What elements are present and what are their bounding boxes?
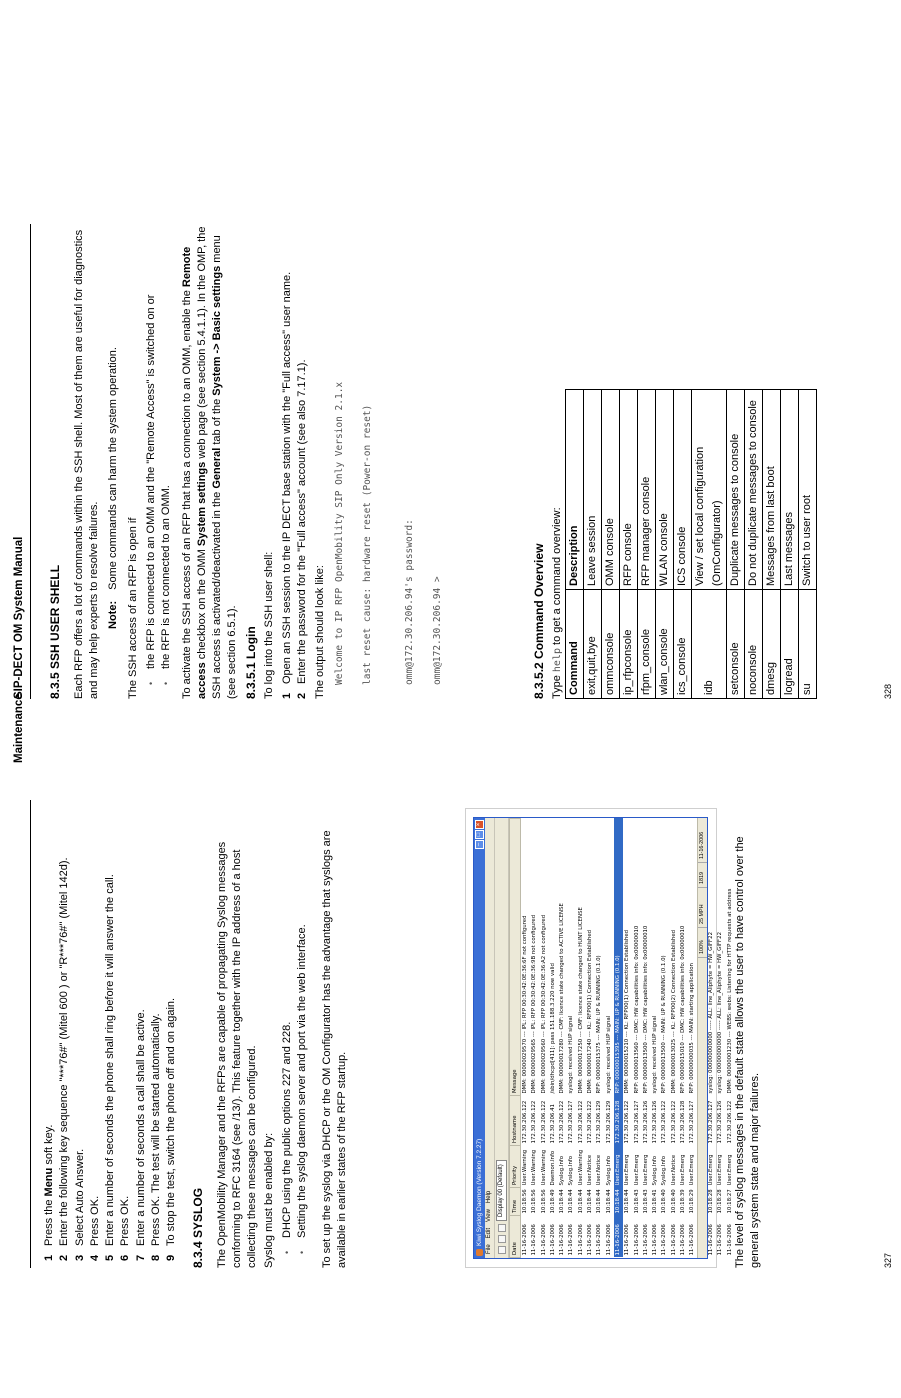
table-row	[584, 390, 602, 699]
grid-cell: 172.30.206.129	[605, 1100, 612, 1144]
table-row	[692, 390, 727, 699]
command-table-body	[584, 390, 817, 699]
grid-cell: 10:18:44	[614, 1188, 623, 1216]
grid-cell: 172.30.206.122	[559, 1100, 566, 1144]
step-item	[164, 791, 179, 1261]
grid-cell: 11-16-2006	[605, 1224, 612, 1256]
grid-cell: 172.30.206.127	[707, 1100, 714, 1144]
step-text-pre: Press OK. The test will be started automatically.	[150, 1013, 163, 1246]
bullet-item: • the RFP is not connected to an OMM.	[159, 229, 174, 699]
step-item	[103, 791, 118, 1261]
activate-text-3: web page (see section 5.4.1.1). In the OMP, the SSH access is activated/deactivated in the	[196, 226, 223, 699]
grid-cell: 11-16-2006	[531, 1224, 538, 1256]
grid-cell: 10:18:44	[596, 1189, 603, 1214]
grid-cell: Syslog.Info	[605, 1155, 612, 1186]
page-number: 328	[883, 683, 893, 699]
step-number: 2	[296, 692, 309, 699]
menu-item[interactable]: File	[486, 1244, 492, 1254]
grid-cell: 10:18:28	[717, 1189, 724, 1214]
grid-cell: 172.30.206.129	[596, 1100, 603, 1144]
table-row	[727, 390, 745, 699]
close-icon[interactable]: ×	[475, 820, 484, 829]
grid-cell: syslogd: received HUP signal	[652, 1015, 659, 1094]
table-row[interactable]	[642, 819, 651, 1258]
window-title: Kiwi Syslog Daemon (Version 7.2.27)	[476, 1138, 483, 1246]
grid-cell: syslogd: received HUP signal	[605, 1015, 612, 1094]
command-cell: rfpm_console	[638, 590, 656, 699]
test-steps-list	[42, 791, 180, 1261]
window-statusbar	[697, 818, 707, 1258]
table-row[interactable]	[633, 819, 642, 1258]
grid-column-header[interactable]: Date	[510, 1216, 521, 1258]
console-line	[389, 382, 403, 685]
status-date: 11-16-2006	[698, 829, 707, 863]
page-number: 327	[883, 1252, 893, 1268]
command-cell: logread	[781, 590, 799, 699]
grid-cell: 172.30.206.41	[549, 1104, 556, 1144]
grid-cell: 172.30.206.122	[670, 1100, 677, 1144]
syslog-bullets	[280, 798, 310, 1268]
grid-cell: 172.30.206.128	[614, 1096, 623, 1146]
step-text-pre: To stop the test, switch the phone off and on again.	[165, 997, 178, 1246]
overview-intro	[550, 507, 565, 699]
description-cell: ICS console	[674, 390, 692, 590]
grid-cell: 11-16-2006	[522, 1224, 528, 1256]
grid-cell: 11-16-2006	[614, 1216, 623, 1258]
grid-cell: 10:18:27	[726, 1189, 733, 1214]
table-row	[763, 390, 781, 699]
login-intro: To log into the SSH user shell:	[263, 551, 275, 699]
grid-cell: 10:18:44	[587, 1189, 594, 1214]
grid-column-header[interactable]: Time	[510, 1188, 521, 1216]
grid-cell: RFP: 00000013560 --- DMC: HW capabilities info: 0x00000010	[633, 925, 640, 1094]
app-icon	[476, 1249, 483, 1256]
grid-cell: 11-16-2006	[540, 1224, 547, 1256]
grid-cell: 11-16-2006	[652, 1224, 659, 1256]
description-cell: WLAN console	[656, 390, 674, 590]
table-row[interactable]	[577, 819, 586, 1258]
toolbar-pause-icon[interactable]	[498, 1235, 506, 1243]
description-cell: View / set local configuration (OmConfigurator)	[692, 390, 727, 590]
grid-cell: User.Warning	[531, 1149, 538, 1186]
page-327	[0, 693, 901, 1398]
table-row[interactable]	[716, 819, 725, 1258]
grid-cell: Syslog.Info	[568, 1155, 575, 1186]
note-label: Note:	[107, 600, 119, 629]
grid-cell: 11-16-2006	[596, 1224, 603, 1256]
grid-cell: 172.30.206.122	[726, 1100, 733, 1144]
grid-cell: RFP: 00000013500 --- MAIN: UP & RUNNING (0.1.0)	[661, 955, 668, 1094]
description-cell: Leave session	[584, 390, 602, 590]
step-number: 2	[58, 1254, 71, 1261]
command-cell: ip_rfpconsole	[620, 590, 638, 699]
grid-cell: DMM: 00000029560 --- IPL: RFP 00:30:42:0E:36:A2 not configured	[540, 914, 547, 1094]
step-item	[57, 791, 72, 1261]
activate-bold-3: General	[211, 447, 223, 489]
console-line	[347, 382, 361, 685]
grid-cell: User.Emerg	[633, 1154, 640, 1186]
grid-cell: 172.30.206.126	[717, 1100, 724, 1144]
console-line: Welcome to IP RFP OpenMobility SIP Only Version 2.1.x	[334, 381, 345, 685]
step-text-pre: Press OK.	[119, 1195, 132, 1246]
console-line: omm@172.30.206.94's password:	[404, 519, 415, 685]
table-row	[799, 390, 817, 699]
grid-header-row	[510, 819, 521, 1258]
step-text-post: soft key.	[43, 1124, 55, 1168]
table-row[interactable]	[605, 819, 614, 1258]
toolbar-clear-icon[interactable]	[498, 1246, 506, 1254]
grid-cell: 10:18:41	[652, 1189, 659, 1214]
table-row[interactable]	[670, 819, 679, 1258]
grid-cell: 10:18:28	[707, 1189, 714, 1214]
step-number: 6	[119, 1254, 132, 1261]
window-titlebar	[474, 818, 485, 1258]
console-output	[333, 382, 445, 685]
command-cell: setconsole	[727, 590, 745, 699]
grid-cell: syslogd: received HUP signal	[568, 1015, 575, 1094]
syslog-screenshot-figure	[465, 808, 733, 1268]
table-row	[781, 390, 799, 699]
grid-cell: Syslog.Info	[559, 1155, 566, 1186]
table-row[interactable]	[567, 819, 576, 1258]
display-select[interactable]: Display 00 (Default)	[496, 1160, 507, 1221]
table-row[interactable]	[614, 819, 623, 1258]
status-count: 1819	[698, 869, 707, 888]
grid-cell: DMM: 00000001230 --- WEBS: webs: Listening for HTTP requests at address	[726, 888, 733, 1094]
activate-bold-2: System settings	[196, 461, 208, 547]
ssh-bullets	[144, 229, 174, 699]
step-text-pre: Enter a number of seconds the phone shall ring before it will answer the call.	[104, 874, 117, 1246]
activate-text-5: menu (see section 6.5.1).	[211, 235, 238, 699]
login-output-label: The output should look like:	[314, 565, 326, 699]
grid-cell: User.Emerg	[707, 1154, 714, 1186]
table-row[interactable]	[679, 819, 688, 1258]
grid-cell: User.Warning	[577, 1149, 584, 1186]
command-cell: exit,quit,bye	[584, 590, 602, 699]
step-number: 8	[150, 1254, 163, 1261]
grid-cell: 172.30.206.122	[522, 1100, 528, 1144]
login-step-item	[295, 229, 310, 699]
grid-cell: User.Emerg	[726, 1154, 733, 1186]
step-text-bold: Menu	[43, 1167, 55, 1197]
grid-cell: 172.30.206.127	[633, 1100, 640, 1144]
grid-cell: User.Notice	[587, 1154, 594, 1186]
grid-cell: 11-16-2006	[624, 1224, 631, 1256]
grid-cell: 10:18:44	[577, 1189, 584, 1214]
grid-cell: DMM: 00000017240 --- KL: RFP00(1) Connection Established	[587, 929, 594, 1094]
col-description: Description	[566, 390, 584, 590]
grid-cell: User.Emerg	[614, 1146, 623, 1188]
console-line: last reset cause: hardware reset (Power-on reset)	[362, 404, 373, 685]
login-heading: 8.3.5.1 Login	[244, 626, 258, 699]
grid-cell: 172.30.206.122	[624, 1100, 631, 1144]
grid-cell: 11-16-2006	[577, 1224, 584, 1256]
grid-cell: 172.30.206.122	[587, 1100, 594, 1144]
step-text-pre: Enter the following key sequence "***76#" (Mitel 600 ) or "R***76#" (Mitel 142d).	[58, 857, 71, 1246]
ssh-access: The SSH access of an RFP is open if	[127, 517, 139, 699]
step-item	[73, 791, 88, 1261]
syslog-intro: The OpenMobility Manager and the RFPs are capable of propagating Syslog messages conforming to RFC 3164 (see /13/). This feature together with the IP address of a host collecting these messages can be configured.	[216, 841, 258, 1268]
grid-cell: 10:18:44	[624, 1189, 631, 1214]
step-text-pre: Enter a number of seconds a call shall be active.	[134, 1009, 147, 1246]
window-toolbar	[495, 818, 509, 1258]
command-cell: wlan_console	[656, 590, 674, 699]
grid-cell: 172.30.206.122	[540, 1100, 547, 1144]
table-row[interactable]	[707, 819, 716, 1258]
grid-cell: 10:18:40	[661, 1189, 668, 1214]
col-command: Command	[566, 590, 584, 699]
description-cell: Messages from last boot	[763, 390, 781, 590]
table-row[interactable]	[651, 819, 660, 1258]
table-row	[602, 390, 620, 699]
grid-cell: DMM: 00000017280 --- CMF: licence state changed to ACTIVE LICENSE	[559, 903, 566, 1094]
menu-item[interactable]: Edit	[486, 1227, 492, 1239]
grid-cell: 10:18:44	[568, 1189, 575, 1214]
step-item	[118, 791, 133, 1261]
grid-cell: Daemon.Info	[549, 1150, 556, 1186]
grid-cell: 11-16-2006	[587, 1224, 594, 1256]
grid-cell: RFP: 00000015395 --- MAIN: UP & RUNNING (0.1.0)	[614, 819, 623, 1096]
table-row	[638, 390, 656, 699]
step-number: 7	[134, 1254, 147, 1261]
ssh-activate	[180, 223, 240, 699]
grid-cell: 10:18:49	[549, 1189, 556, 1214]
grid-cell: DMM: 00000029570 --- IPL: RFP 00:30:42:0E:36:6F not configured	[522, 915, 528, 1094]
command-cell: noconsole	[745, 590, 763, 699]
table-row[interactable]	[521, 819, 531, 1258]
syslog-heading: 8.3.4 SYSLOG	[191, 1187, 205, 1268]
description-cell: Last messages	[781, 390, 799, 590]
step-number: 4	[88, 1254, 101, 1261]
window-controls	[475, 820, 484, 849]
grid-cell: DMM: 00000029565 --- IPL: RFP 00:30:42:0E:36:9B not configured	[531, 914, 538, 1094]
grid-cell: 11-16-2006	[549, 1224, 556, 1256]
bullet-item: • the RFP is connected to an OMM and the "Remote Access" is switched on or	[144, 229, 159, 699]
grid-cell: User.Emerg	[717, 1154, 724, 1186]
table-row[interactable]	[549, 819, 558, 1258]
syslog-enable: Syslog must be enabled by:	[263, 1132, 275, 1268]
grid-cell: 172.30.206.122	[531, 1100, 538, 1144]
grid-cell: 10:18:44	[605, 1189, 612, 1214]
console-line: omm@172.30.206.94 >	[432, 576, 443, 685]
login-step-item	[280, 229, 295, 699]
description-cell: Do not duplicate messages to console	[745, 390, 763, 590]
grid-cell: 11-16-2006	[726, 1224, 733, 1256]
grid-cell: 11-16-2006	[559, 1224, 566, 1256]
table-row[interactable]	[586, 819, 595, 1258]
grid-cell: 11-16-2006	[707, 1224, 714, 1256]
grid-cell: 10:18:40	[670, 1189, 677, 1214]
command-cell: idb	[692, 590, 727, 699]
toolbar-mail-icon[interactable]	[498, 1224, 506, 1232]
command-table-header	[566, 390, 584, 699]
table-row	[674, 390, 692, 699]
minimize-icon[interactable]: –	[475, 840, 484, 849]
step-number: 1	[43, 1254, 55, 1261]
grid-cell: 10:18:56	[540, 1189, 547, 1214]
step-number: 3	[73, 1254, 86, 1261]
command-cell: su	[799, 590, 817, 699]
step-number: 1	[281, 692, 293, 699]
activate-bold-1: Remote access	[181, 246, 208, 699]
grid-cell: 10:18:44	[559, 1189, 566, 1214]
note-box	[106, 347, 121, 629]
step-item	[149, 791, 164, 1261]
activate-text-4: tab of the	[211, 395, 223, 448]
grid-cell: 172.30.206.122	[577, 1100, 584, 1144]
grid-cell: 11-16-2006	[568, 1224, 575, 1256]
status-percent: 100%	[698, 937, 707, 958]
grid-column-header[interactable]: Hostname	[510, 1096, 521, 1146]
command-cell: ommconsole	[602, 590, 620, 699]
table-row[interactable]	[595, 819, 604, 1258]
grid-cell: 172.30.206.127	[689, 1100, 696, 1144]
overview-code: help	[552, 648, 563, 673]
table-row	[620, 390, 638, 699]
step-item	[42, 791, 57, 1261]
grid-cell: User.Notice	[596, 1154, 603, 1186]
page-header: Maintenance	[13, 693, 25, 763]
grid-cell: User.Emerg	[680, 1154, 687, 1186]
description-cell: RFP manager console	[638, 390, 656, 590]
step-number: 5	[104, 1254, 117, 1261]
grid-cell: User.Emerg	[642, 1154, 649, 1186]
description-cell: OMM console	[602, 390, 620, 590]
grid-cell: User.Warning	[540, 1149, 547, 1186]
grid-cell: Syslog.Info	[661, 1155, 668, 1186]
grid-cell: DMM: 00000017250 --- CMF: licence state changed to HUNT LICENSE	[577, 907, 584, 1094]
grid-cell: 10:18:56	[531, 1189, 538, 1214]
grid-cell: 172.30.206.126	[642, 1100, 649, 1144]
grid-cell: 10:18:56	[522, 1189, 528, 1214]
grid-cell: 172.30.206.122	[661, 1100, 668, 1144]
step-text: Enter the password for the "Full access" account (see also 7.17.1).	[296, 359, 309, 684]
page-header: SIP-DECT OM System Manual	[13, 536, 25, 699]
command-table	[565, 389, 817, 699]
grid-cell: syslog: 000000000000 ----- ALL: line_Aliphyte = HW_GIFF22	[707, 931, 714, 1094]
grid-cell: User.Emerg	[689, 1154, 696, 1186]
description-cell: RFP console	[620, 390, 638, 590]
grid-cell: 10:18:43	[642, 1189, 649, 1214]
grid-cell: User.Warning	[522, 1149, 528, 1186]
command-cell: ics_console	[674, 590, 692, 699]
header-rule	[30, 224, 31, 699]
table-row[interactable]	[623, 819, 632, 1258]
step-text-pre: Press OK.	[88, 1195, 101, 1246]
grid-cell: 11-16-2006	[689, 1224, 696, 1256]
note-text: Some commands can harm the system operation.	[107, 347, 119, 590]
table-row	[656, 390, 674, 699]
grid-cell: DMM: 00000015210 --- KL: RFP00(1) Connection Established	[624, 929, 631, 1094]
overview-heading: 8.3.5.2 Command Overview	[532, 543, 546, 699]
grid-cell: DMM: 00000013025 --- KL: RFP00(2) Connection Established	[670, 929, 677, 1094]
grid-cell: 10:18:29	[689, 1189, 696, 1214]
status-rate: 25 MPH	[698, 902, 707, 928]
grid-cell: 172.30.206.128	[680, 1100, 687, 1144]
grid-cell: RFP: 00000000035 --- MAIN: starting application	[689, 963, 696, 1094]
grid-cell: RFP: 00000013500 --- DMC: HW capabilities info: 0x00000010	[642, 925, 649, 1094]
grid-cell: User.Notice	[670, 1154, 677, 1186]
overview-pre: Type	[551, 672, 563, 699]
table-row[interactable]	[660, 819, 669, 1258]
table-row	[745, 390, 763, 699]
login-steps	[280, 229, 311, 699]
grid-cell: 11-16-2006	[661, 1224, 668, 1256]
grid-cell: Syslog.Info	[652, 1155, 659, 1186]
step-item	[88, 791, 103, 1261]
grid-cell: 11-16-2006	[680, 1224, 687, 1256]
table-row[interactable]	[530, 819, 539, 1258]
bullet-item: • DHCP using the public options 227 and 228.	[280, 798, 295, 1268]
maximize-icon[interactable]: □	[475, 830, 484, 839]
table-row[interactable]	[558, 819, 567, 1258]
command-cell: dmesg	[763, 590, 781, 699]
console-line	[375, 382, 389, 685]
step-text-pre: Press the	[43, 1196, 55, 1246]
activate-text-2: checkbox on the OMM	[196, 546, 208, 663]
grid-column-header[interactable]: Message	[510, 819, 521, 1096]
grid-cell: User.Emerg	[624, 1154, 631, 1186]
grid-cell: 10:18:39	[680, 1189, 687, 1214]
description-cell: Duplicate messages to console	[727, 390, 745, 590]
grid-cell: 172.30.206.126	[652, 1100, 659, 1144]
grid-column-header[interactable]: Priority	[510, 1146, 521, 1188]
grid-cell: syslog: 000000000000 ----- ALL: line_Aliphyte = HW_GIFF22	[717, 931, 724, 1094]
ssh-heading: 8.3.5 SSH USER SHELL	[48, 564, 62, 699]
step-text: Open an SSH session to the IP DECT base station with the "Full access" user name.	[281, 271, 293, 684]
console-line	[417, 382, 431, 685]
window-menubar	[485, 818, 495, 1258]
step-item	[134, 791, 149, 1261]
grid-cell: 11-16-2006	[642, 1224, 649, 1256]
grid-cell: RFP: 00000015375 --- MAIN: UP & RUNNING (0.1.0)	[596, 955, 603, 1094]
bullet-item: • Setting the syslog daemon server and port via the web interface.	[295, 798, 310, 1268]
menu-item[interactable]: Help	[486, 1190, 492, 1204]
ssh-intro: Each RFP offers a lot of commands within the SSH shell. Most of them are useful for diagnostics and may help experts to resolve failures.	[73, 229, 100, 699]
header-rule	[30, 800, 31, 1268]
syslog-setup: To set up the syslog via DHCP or the OM Configurator has the advantage that syslogs are available in earlier states of the RFP startup.	[321, 830, 348, 1268]
syslog-level: The level of syslog messages in the default state allows the user to have control over the general system state and major failures.	[734, 836, 761, 1268]
step-number: 9	[165, 1254, 178, 1261]
grid-cell: /sbin/dhcpd[411]: pass 151.188.3.220 now valid	[549, 963, 556, 1094]
overview-post: to get a command overview:	[551, 507, 563, 648]
step-text-pre: Select Auto Answer.	[73, 1148, 86, 1246]
description-cell: Switch to user root	[799, 390, 817, 590]
grid-cell: 10:18:43	[633, 1189, 640, 1214]
activate-text-1: To activate the SSH access of an RFP that has a connection to an OMM, enable the	[181, 287, 193, 699]
grid-cell: RFP: 00000015010 --- DMC: HW capabilities info: 0x00000010	[680, 925, 687, 1094]
kiwi-syslog-window	[473, 817, 733, 1259]
activate-bold-4: System -> Basic settings	[211, 265, 223, 396]
grid-cell: 11-16-2006	[633, 1224, 640, 1256]
table-row[interactable]	[540, 819, 549, 1258]
grid-cell: 11-16-2006	[670, 1224, 677, 1256]
grid-cell: 11-16-2006	[717, 1224, 724, 1256]
menu-item[interactable]: View	[486, 1209, 492, 1222]
grid-cell: 172.30.206.127	[568, 1100, 575, 1144]
